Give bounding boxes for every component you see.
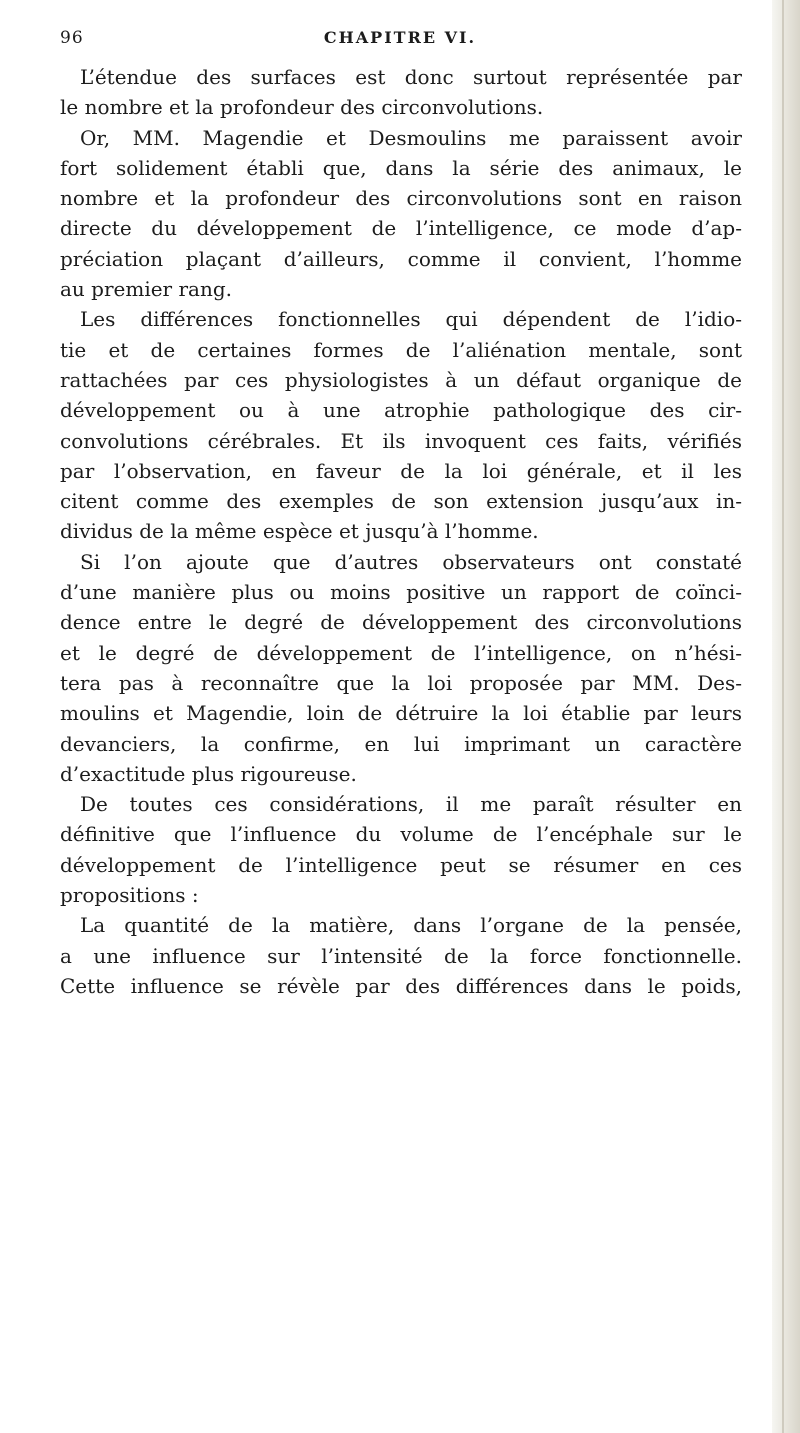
text-line: devanciers, la confirme, en lui imprimant un caractère: [60, 731, 742, 756]
text-line: développement de l’intelligence peut se résumer en ces: [60, 852, 742, 877]
body-text: [60, 62, 742, 1001]
text-line: définitive que l’influence du volume de l’encéphale sur le: [60, 822, 742, 847]
text-line: citent comme des exemples de son extension jusqu’aux in-: [60, 489, 742, 514]
text-line: Or, MM. Magendie et Desmoulins me paraissent avoir: [80, 125, 742, 150]
text-line: préciation plaçant d’ailleurs, comme il convient, l’homme: [60, 246, 742, 271]
text-line: Les différences fonctionnelles qui dépendent de l’idio-: [80, 307, 742, 332]
text-line: par l’observation, en faveur de la loi générale, et il les: [60, 458, 742, 483]
text-line: dence entre le degré de développement des circonvolutions: [60, 610, 742, 635]
text-line: le nombre et la profondeur des circonvolutions.: [60, 95, 544, 120]
text-line: La quantité de la matière, dans l’organe de la pensée,: [80, 913, 742, 938]
text-line: rattachées par ces physiologistes à un défaut organique de: [60, 367, 742, 392]
text-line: dividus de la même espèce et jusqu’à l’homme.: [60, 519, 539, 544]
text-line: a une influence sur l’intensité de la force fonctionnelle.: [60, 943, 742, 968]
text-line: d’exactitude plus rigoureuse.: [60, 761, 357, 786]
text-line: directe du développement de l’intelligence, ce mode d’ap-: [60, 216, 742, 241]
page-header: [60, 28, 740, 52]
text-line: convolutions cérébrales. Et ils invoquent ces faits, vérifiés: [60, 428, 742, 453]
text-line: De toutes ces considérations, il me paraît résulter en: [80, 792, 742, 817]
text-line: nombre et la profondeur des circonvolutions sont en raison: [60, 186, 742, 211]
text-line: tera pas à reconnaître que la loi proposée par MM. Des-: [60, 670, 742, 695]
text-line: Cette influence se révèle par des différences dans le poids,: [60, 973, 742, 998]
text-line: tie et de certaines formes de l’aliénation mentale, sont: [60, 337, 742, 362]
text-line: propositions :: [60, 883, 199, 908]
text-line: fort solidement établi que, dans la série des animaux, le: [60, 155, 742, 180]
text-line: au premier rang.: [60, 277, 233, 302]
running-head: CHAPITRE VI.: [323, 28, 477, 47]
text-line: L’étendue des surfaces est donc surtout représentée par: [80, 65, 742, 89]
text-line: Si l’on ajoute que d’autres observateurs ont constaté: [80, 549, 742, 574]
text-line: et le degré de développement de l’intelligence, on n’hési-: [60, 640, 742, 665]
page-edge: [772, 0, 800, 1433]
text-line: développement ou à une atrophie pathologique des cir-: [60, 398, 742, 423]
text-line: d’une manière plus ou moins positive un rapport de coïnci-: [60, 580, 742, 605]
text-line: moulins et Magendie, loin de détruire la loi établie par leurs: [60, 701, 742, 726]
page-number: 96: [60, 28, 84, 48]
